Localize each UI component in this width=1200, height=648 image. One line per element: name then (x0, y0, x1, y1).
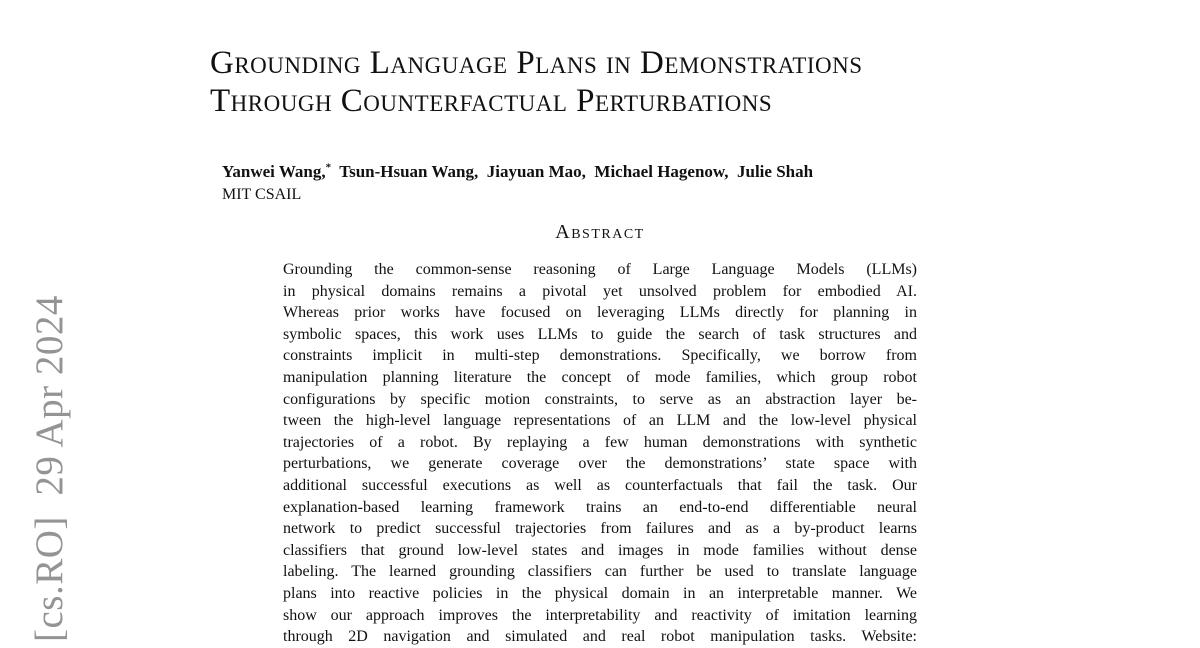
abstract-line: plans into reactive policies in the physical domain in an interpretable manner. We (283, 584, 917, 602)
authors-rest: Tsun-Hsuan Wang, Jiayuan Mao, Michael Hagenow, Julie Shah (331, 162, 814, 181)
abstract-line: classifiers that ground low-level states and images in mode families without dense (283, 541, 917, 559)
abstract-line: network to predict successful trajectories from failures and as a by-product learns (283, 520, 917, 538)
abstract-line: perturbations, we generate coverage over the demonstrations’ state space with (283, 455, 917, 473)
abstract-line: configurations by specific motion constraints, to serve as an abstraction layer be- (283, 390, 917, 408)
author-line (222, 161, 813, 183)
abstract-line: additional successful executions as well as counterfactuals that fail the task. Our (283, 476, 917, 494)
abstract-line: in physical domains remains a pivotal yet unsolved problem for embodied AI. (283, 282, 917, 300)
abstract-line: show our approach improves the interpretability and reactivity of imitation learning (283, 606, 917, 624)
paper-title-line-1: Grounding Language Plans in Demonstrations (210, 45, 863, 81)
affiliation: MIT CSAIL (222, 186, 302, 203)
abstract-line: manipulation planning literature the concept of mode families, which group robot (283, 368, 917, 386)
abstract-line: trajectories of a robot. By replaying a few human demonstrations with synthetic (283, 433, 917, 451)
abstract-line: tween the high-level language representations of an LLM and the low-level physical (283, 412, 917, 430)
abstract-line: explanation-based learning framework trains an end-to-end differentiable neural (283, 498, 917, 516)
abstract-line: constraints implicit in multi-step demonstrations. Specifically, we borrow from (283, 347, 917, 365)
arxiv-category-stamp: [cs.RO] 29 Apr 2024 (28, 295, 71, 642)
abstract-body (283, 259, 917, 648)
paper-title-line-2: Through Counterfactual Perturbations (210, 83, 773, 119)
author-first: Yanwei Wang, (222, 162, 326, 181)
abstract-heading: Abstract (555, 221, 645, 243)
abstract-line: symbolic spaces, this work uses LLMs to guide the search of task structures and (283, 325, 917, 343)
abstract-line: Whereas prior works have focused on leveraging LLMs directly for planning in (283, 304, 917, 322)
abstract-line: Grounding the common-sense reasoning of Large Language Models (LLMs) (283, 261, 917, 278)
abstract-line: labeling. The learned grounding classifiers can further be used to translate language (283, 563, 917, 581)
author-footnote-marker: * (325, 161, 332, 174)
paper-title (210, 44, 863, 120)
abstract-line: through 2D navigation and simulated and real robot manipulation tasks. Website: (283, 628, 917, 646)
